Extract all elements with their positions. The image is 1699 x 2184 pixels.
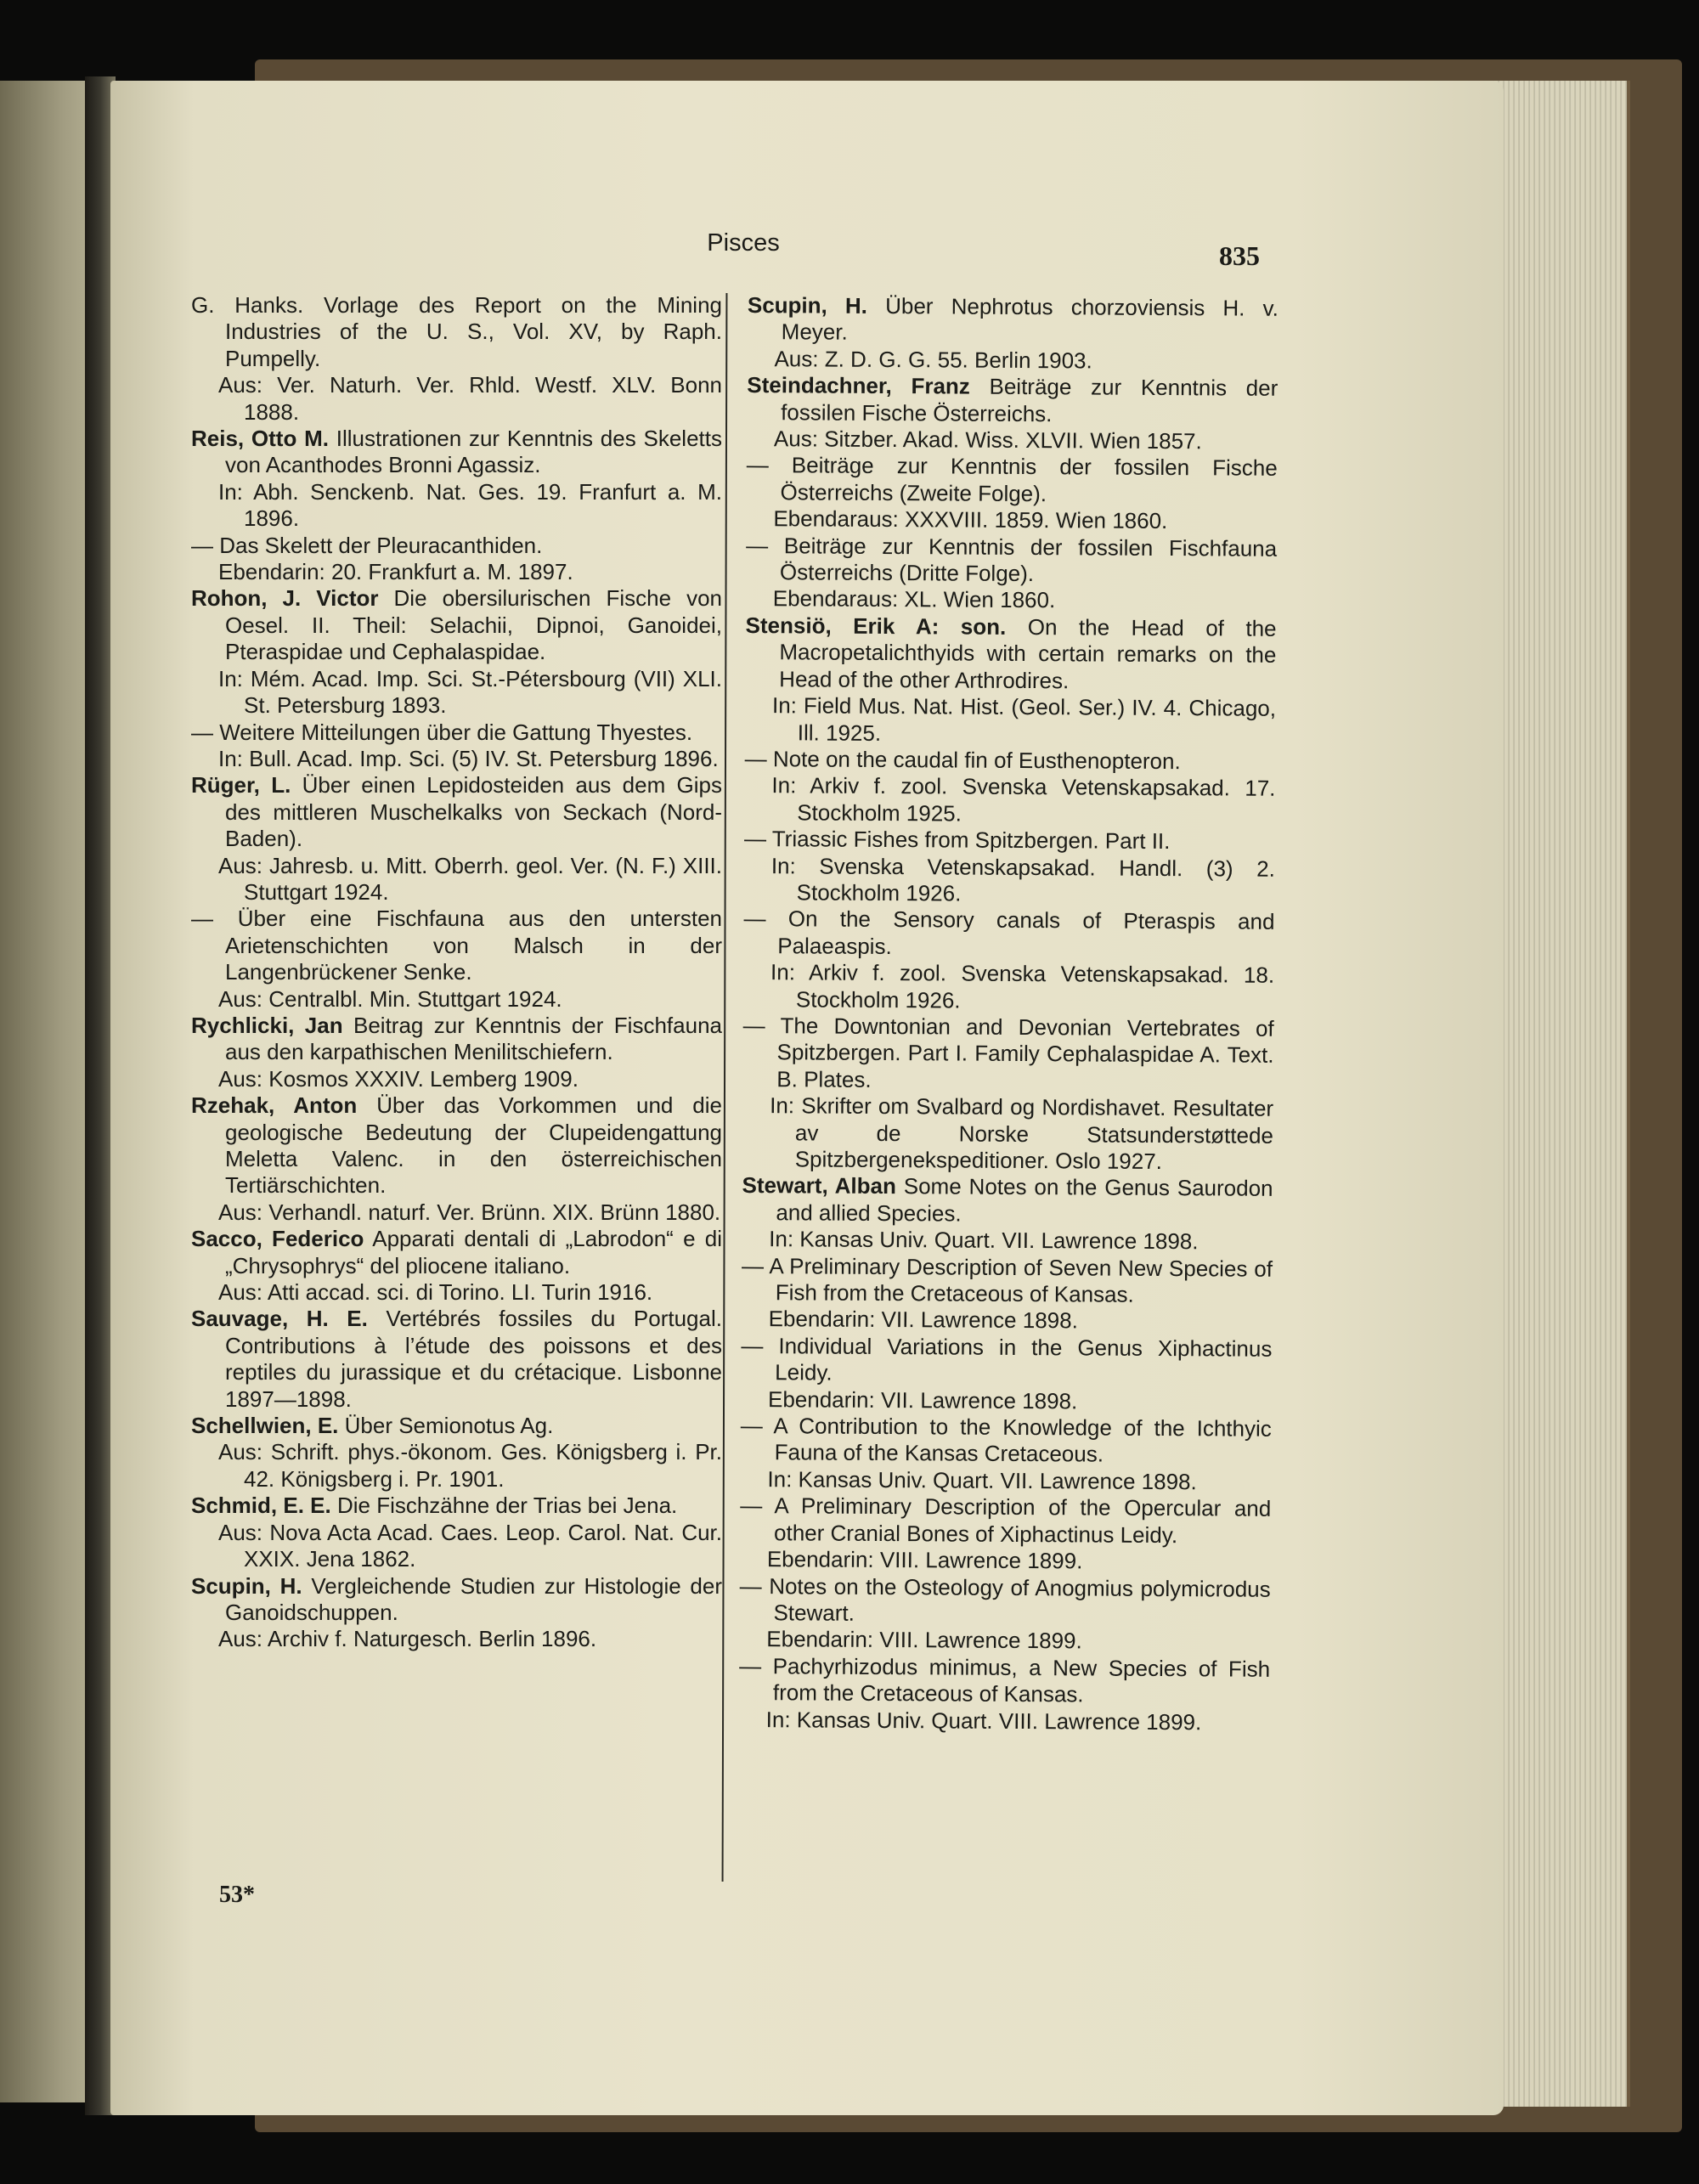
entry-title: Illustrationen zur Kenntnis des Skeletts von Acanthodes Bronni Agassiz. <box>225 426 722 478</box>
entry-title: — Note on the caudal fin of Eusthenopteron. <box>744 745 1181 775</box>
bibliography-entry <box>191 1013 722 1092</box>
entry-author: Scupin, H. <box>747 292 868 319</box>
entry-source: Aus: Schrift. phys.-ökonom. Ges. Königsberg i. Pr. 42. Königsberg i. Pr. 1901. <box>218 1439 722 1492</box>
entry-title: — Pachyrhizodus minimus, a New Species of Fish from the Cretaceous of Kansas. <box>739 1652 1271 1707</box>
bibliography-entry <box>191 1306 722 1413</box>
running-head: Pisces <box>707 229 780 257</box>
entry-source: Ebendaraus: XXXVIII. 1859. Wien 1860. <box>773 505 1168 534</box>
entry-title-line <box>743 906 1274 962</box>
entry-title-line <box>741 1333 1272 1390</box>
entry-title: Vertébrés fossiles du Portugal. Contributions à l’étude des poissons et des reptiles du jurassique et du crétacique. Lisbonne 1897—1898. <box>225 1306 722 1412</box>
entry-author: Reis, Otto M. <box>191 426 329 452</box>
bibliography-entry <box>746 533 1278 616</box>
entry-source: Aus: Archiv f. Naturgesch. Berlin 1896. <box>218 1626 597 1652</box>
entry-source: In: Kansas Univ. Quart. VII. Lawrence 1898. <box>767 1466 1197 1495</box>
entry-title: — On the Sensory canals of Pteraspis and Palaeaspis. <box>743 906 1275 959</box>
entry-source: Aus: Atti accad. sci. di Torino. LI. Turin 1916. <box>218 1279 653 1306</box>
entry-title: Über Nephrotus chorzoviensis H. v. Meyer. <box>781 292 1278 346</box>
entry-source: In: Skrifter om Svalbard og Nordishavet. Resultater av de Norske Statsunderstøttede Spitzbergenekspeditioner. Oslo 1927. <box>770 1092 1274 1174</box>
entry-author: Scupin, H. <box>191 1572 302 1599</box>
entry-title-line <box>191 1013 722 1066</box>
entry-title: — Notes on the Osteology of Anogmius polymicrodus Stewart. <box>739 1572 1271 1626</box>
entry-author: Sauvage, H. E. <box>191 1306 368 1332</box>
bibliography-entry <box>747 372 1278 455</box>
entry-source: In: Svenska Vetenskapsakad. Handl. (3) 2. Stockholm 1926. <box>770 852 1275 906</box>
entry-title: Apparati dentali di „Labrodon“ e di „Chrysophrys“ del pliocene italiano. <box>225 1226 723 1278</box>
bibliography-entry <box>741 1333 1273 1416</box>
entry-title: Die obersilurischen Fische von Oesel. II. Theil: Selachii, Dipnoi, Ganoidei, Pteraspidae und Cephalaspidae. <box>225 585 723 665</box>
entry-author: Rzehak, Anton <box>191 1092 358 1119</box>
entry-author: Steindachner, Franz <box>747 372 970 399</box>
entry-author: Sacco, Federico <box>191 1226 364 1252</box>
entry-title-line <box>739 1653 1270 1710</box>
bibliography-entry <box>191 1413 722 1493</box>
entry-source: In: Kansas Univ. Quart. VIII. Lawrence 1899. <box>765 1706 1202 1735</box>
entry-source: Ebendarin: VII. Lawrence 1898. <box>768 1306 1078 1334</box>
entry-title-line <box>742 1253 1273 1310</box>
entry-title-line <box>191 1573 722 1627</box>
entry-title-line <box>191 426 722 479</box>
bibliography-entry <box>740 1413 1272 1496</box>
entry-author: Schellwien, E. <box>191 1413 339 1439</box>
entry-author: Rohon, J. Victor <box>191 585 379 612</box>
bibliography-entry <box>191 426 722 533</box>
entry-source: Aus: Centralbl. Min. Stuttgart 1924. <box>218 985 562 1012</box>
entry-title-line <box>744 826 1275 855</box>
entry-title-line <box>191 1413 722 1439</box>
entry-title-line <box>191 1226 722 1279</box>
entry-title-line <box>191 1092 722 1199</box>
bibliography-entry <box>742 1172 1273 1256</box>
page-number: 835 <box>1219 240 1260 271</box>
entry-source: In: Field Mus. Nat. Hist. (Geol. Ser.) IV. 4. Chicago, Ill. 1925. <box>771 692 1277 746</box>
entry-title-line <box>747 372 1278 429</box>
entry-title: Über das Vorkommen und die geologische Bedeutung der Clupeidengattung Meletta Valenc. in den österreichischen Tertiärschichten. <box>225 1092 722 1199</box>
entry-source: Ebendarin: VII. Lawrence 1898. <box>767 1385 1078 1414</box>
bibliography-entry <box>744 746 1276 829</box>
entry-title: — Beiträge zur Kenntnis der fossilen Fischfauna Österreichs (Dritte Folge). <box>746 532 1278 587</box>
entry-title: Some Notes on the Genus Saurodon and allied Species. <box>776 1173 1273 1227</box>
entry-author: Rüger, L. <box>191 772 291 799</box>
bibliography-entry <box>742 1013 1274 1176</box>
entry-title-line <box>191 1306 722 1413</box>
entry-title: — A Preliminary Description of the Opercular and other Cranial Bones of Xiphactinus Leidy. <box>740 1493 1272 1548</box>
bibliography-entry <box>191 533 722 586</box>
bibliography-entry <box>191 906 722 1013</box>
entry-source: Ebendaraus: XL. Wien 1860. <box>772 585 1056 613</box>
entry-title-line <box>746 452 1277 509</box>
entry-source: Aus: Verhandl. naturf. Ver. Brünn. XIX. Brünn 1880. <box>218 1199 721 1225</box>
entry-title-line <box>740 1493 1271 1549</box>
entry-title-line <box>191 906 722 985</box>
entry-title: G. Hanks. Vorlage des Report on the Mining Industries of the U. S., Vol. XV, by Raph. Pumpelly. <box>191 292 722 371</box>
entry-title-line <box>745 746 1276 776</box>
bibliography-entry <box>742 1253 1273 1336</box>
entry-title: — Individual Variations in the Genus Xiphactinus Leidy. <box>741 1332 1273 1385</box>
entry-title: — The Downtonian and Devonian Vertebrates of Spitzbergen. Part I. Family Cephalaspidae A. Text. B. Plates. <box>742 1012 1274 1092</box>
entry-title-line <box>191 292 722 372</box>
entry-title: Vergleichende Studien zur Histologie der Ganoidschuppen. <box>225 1572 722 1625</box>
entry-title: — Beiträge zur Kenntnis der fossilen Fische Österreichs (Zweite Folge). <box>746 452 1278 506</box>
bibliography-entry <box>740 1493 1272 1576</box>
entry-title: On the Head of the Macropetalichthyids with certain remarks on the Head of the other Arthrodires. <box>779 613 1277 694</box>
entry-title-line <box>191 533 722 559</box>
right-column <box>739 292 1278 1736</box>
bibliography-entry <box>191 1573 722 1653</box>
entry-source: Ebendarin: 20. Frankfurt a. M. 1897. <box>218 559 573 585</box>
entry-title-line <box>739 1572 1270 1629</box>
entry-title-line <box>191 772 722 852</box>
entry-source: Aus: Ver. Naturh. Ver. Rhld. Westf. XLV. Bonn 1888. <box>218 372 722 425</box>
entry-title: — Weitere Mitteilungen über die Gattung Thyestes. <box>191 719 693 745</box>
bibliography-entry <box>191 720 722 773</box>
entry-title: — Triassic Fishes from Spitzbergen. Part II. <box>743 826 1171 855</box>
entry-title-line <box>745 612 1277 696</box>
entry-source: Aus: Sitzber. Akad. Wiss. XLVII. Wien 1857. <box>773 426 1202 454</box>
entry-title-line <box>746 533 1277 590</box>
bibliography-entry <box>744 826 1276 909</box>
entry-source: In: Abh. Senckenb. Nat. Ges. 19. Franfurt a. M. 1896. <box>218 478 722 532</box>
entry-title: — A Preliminary Description of Seven New Species of Fish from the Cretaceous of Kansas. <box>741 1252 1273 1307</box>
entry-author: Schmid, E. E. <box>191 1493 331 1519</box>
bibliography-entry <box>747 292 1278 375</box>
entry-source: Aus: Z. D. G. G. 55. Berlin 1903. <box>774 346 1092 374</box>
entry-title: — A Contribution to the Knowledge of the Ichthyic Fauna of the Kansas Cretaceous. <box>740 1413 1272 1468</box>
bibliography-entry <box>191 292 722 426</box>
entry-source: In: Bull. Acad. Imp. Sci. (5) IV. St. Petersburg 1896. <box>218 745 719 771</box>
entry-title-line <box>741 1413 1272 1470</box>
entry-source: In: Kansas Univ. Quart. VII. Lawrence 1898. <box>769 1226 1199 1255</box>
entry-title: Die Fischzähne der Trias bei Jena. <box>336 1493 678 1519</box>
entry-title-line <box>191 1493 722 1519</box>
printer-signature: 53* <box>219 1882 255 1908</box>
entry-title: Beitrag zur Kenntnis der Fischfauna aus den karpathischen Menilitschiefern. <box>225 1012 722 1065</box>
entry-title: Beiträge zur Kenntnis der fossilen Fische Österreichs. <box>781 373 1278 426</box>
left-column <box>191 292 722 1653</box>
entry-title-line <box>748 292 1278 349</box>
bibliography-entry <box>745 612 1277 749</box>
entry-title-line <box>191 585 722 665</box>
bibliography-entry <box>739 1653 1271 1736</box>
bibliography-entry <box>746 452 1278 535</box>
bibliography-entry <box>739 1572 1271 1656</box>
bibliography-entry <box>191 1092 722 1226</box>
bibliography-entry <box>191 1226 722 1306</box>
entry-title-line <box>742 1013 1274 1096</box>
entry-source: Aus: Kosmos XXXIV. Lemberg 1909. <box>218 1065 579 1092</box>
entry-title: Über Semionotus Ag. <box>344 1413 554 1439</box>
entry-author: Stensiö, Erik A: son. <box>745 612 1007 640</box>
entry-author: Rychlicki, Jan <box>191 1012 343 1038</box>
entry-source: In: Arkiv f. zool. Svenska Vetenskapsakad. 17. Stockholm 1925. <box>771 772 1276 827</box>
entry-title-line <box>742 1172 1273 1229</box>
bibliography-entry <box>191 585 722 719</box>
bibliography-entry <box>191 1493 722 1572</box>
entry-title: — Über eine Fischfauna aus den untersten Arietenschichten von Malsch in der Langenbrückener Senke. <box>191 906 722 985</box>
entry-source: Aus: Jahresb. u. Mitt. Oberrh. geol. Ver. (N. F.) XIII. Stuttgart 1924. <box>218 852 722 905</box>
entry-source: Ebendarin: VIII. Lawrence 1899. <box>766 1546 1083 1574</box>
entry-source: Aus: Nova Acta Acad. Caes. Leop. Carol. Nat. Cur. XXIX. Jena 1862. <box>218 1519 722 1572</box>
entry-title-line <box>191 720 722 746</box>
bibliography-entry <box>191 772 722 906</box>
entry-source: Ebendarin: VIII. Lawrence 1899. <box>766 1626 1082 1654</box>
entry-author: Stewart, Alban <box>742 1172 896 1199</box>
entry-title: — Das Skelett der Pleuracanthiden. <box>191 532 543 558</box>
entry-title: Über einen Lepidosteiden aus dem Gips des mittleren Muschelkalks von Seckach (Nord-Baden). <box>225 772 722 852</box>
entry-source: In: Arkiv f. zool. Svenska Vetenskapsakad. 18. Stockholm 1926. <box>770 959 1275 1013</box>
bibliography-entry <box>743 906 1275 1015</box>
entry-source: In: Mém. Acad. Imp. Sci. St.-Pétersbourg (VII) XLI. St. Petersburg 1893. <box>218 665 722 719</box>
